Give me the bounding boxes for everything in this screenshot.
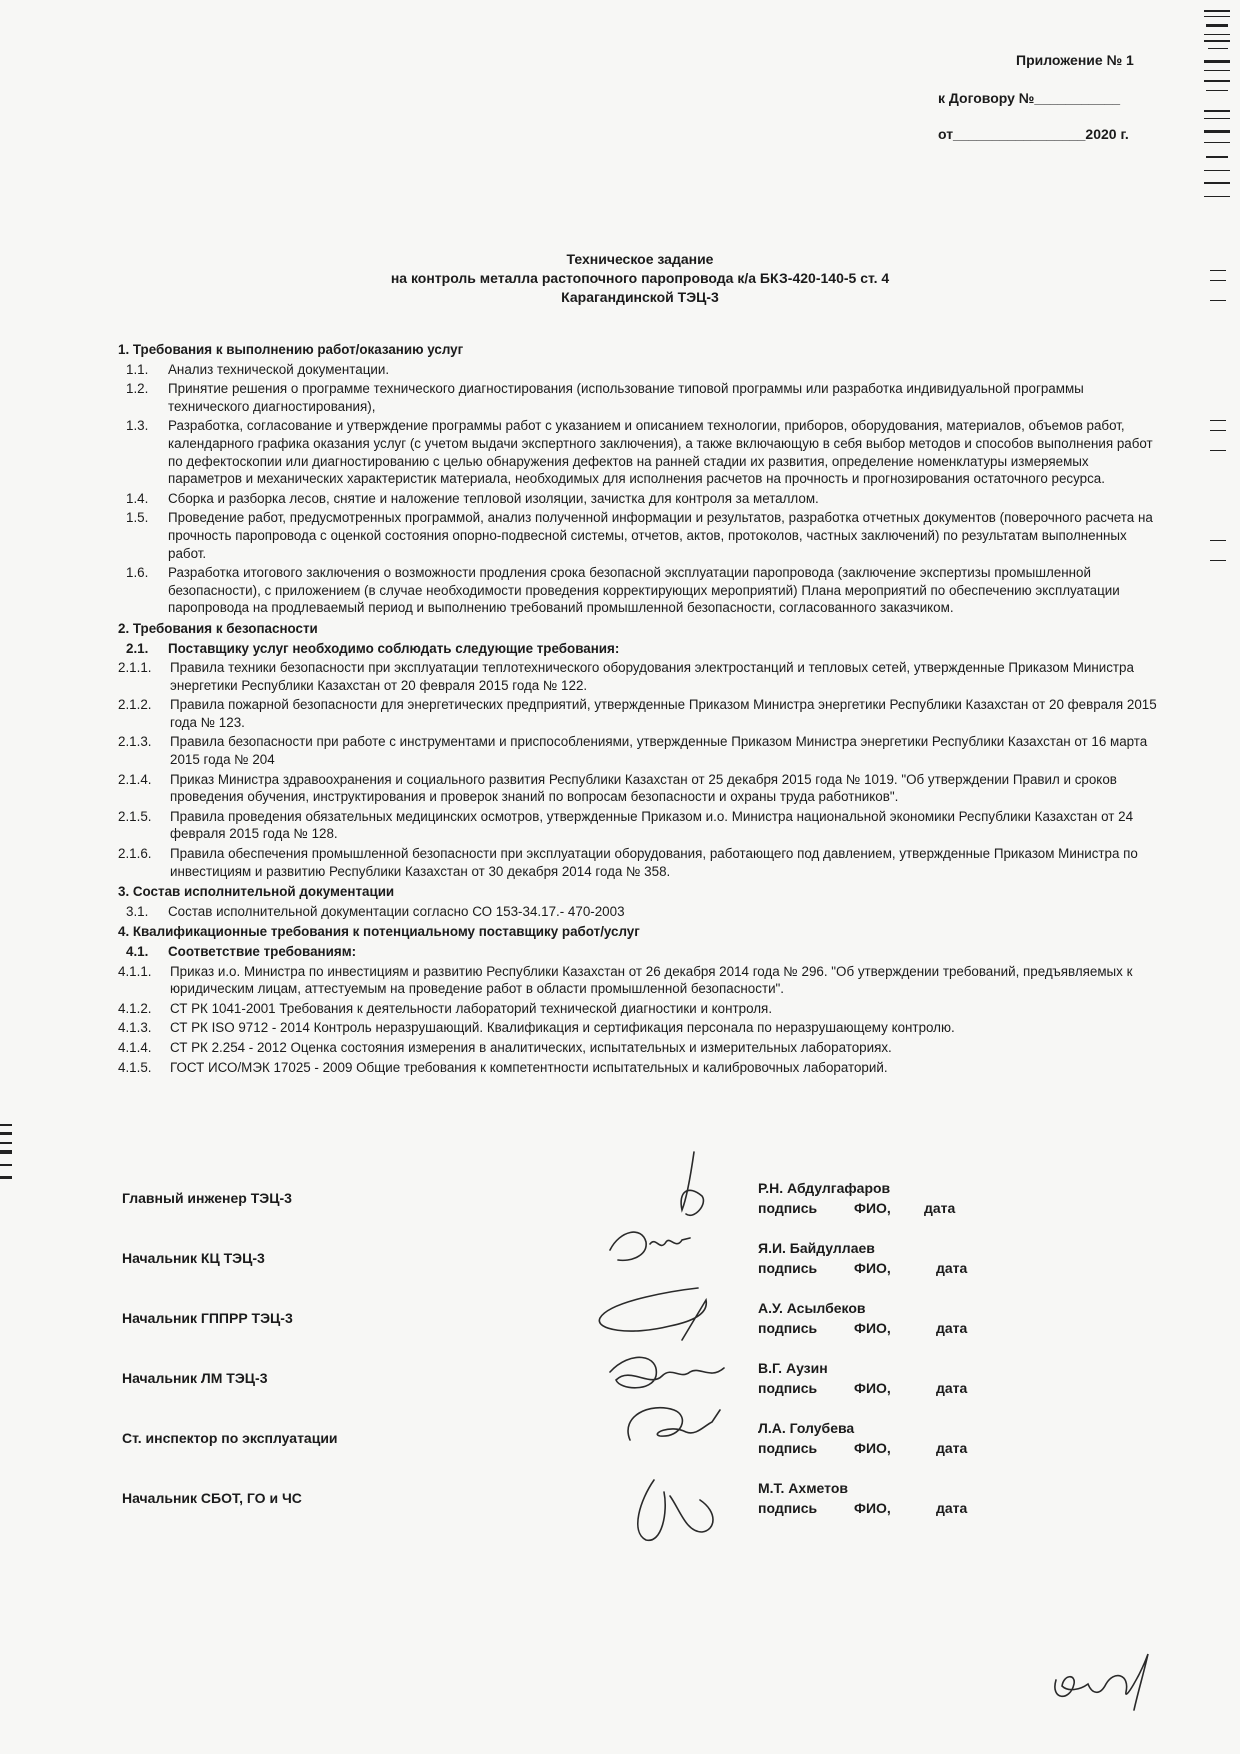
signature-caption: подпись ФИО, дата bbox=[758, 1440, 968, 1456]
contract-date: от_________________2020 г. bbox=[938, 126, 1129, 142]
document-body bbox=[118, 338, 1158, 1076]
list-item: 2.1.2. Правила пожарной безопасности для энергетических предприятий, утвержденные Приказом Министра энергетики Республики Казахстан от 20 февраля 2015 года № 123. bbox=[118, 697, 1157, 730]
signer-name: А.У. Асылбеков bbox=[758, 1300, 866, 1316]
list-item: 1.5. Проведение работ, предусмотренных программой, анализ полученной информации и результатов, разработка отчетных документов (поверочного расчета на прочность паропровода с оценкой состояния опорно-подвесной системы, отчетов, актов, протоколов, частных заключений) по результатам выполненных работ. bbox=[126, 510, 1153, 561]
list-item: 4.1.3. СТ РК ISO 9712 - 2014 Контроль неразрушающий. Квалификация и сертификация персонала по неразрушающему контролю. bbox=[118, 1020, 955, 1036]
signature-caption: подпись ФИО, дата bbox=[758, 1200, 956, 1216]
signer-name: Р.Н. Абдулгафаров bbox=[758, 1180, 891, 1196]
list-item: 2.1.1. Правила техники безопасности при эксплуатации теплотехнического оборудования электростанций и тепловых сетей, утвержденные Приказом Министра энергетики Республики Казахстан от 20 февраля 2015 года № 122. bbox=[118, 660, 1134, 693]
title-line-1: Техническое задание bbox=[566, 251, 714, 267]
signature-caption: подпись ФИО, дата bbox=[758, 1320, 968, 1336]
list-item: 2.1.5. Правила проведения обязательных медицинских осмотров, утвержденные Приказом и.о. Министра национальной экономики Республики Казахстан от 24 февраля 2015 года № 128. bbox=[118, 808, 1134, 842]
list-item: 1.1. Анализ технической документации. bbox=[126, 361, 390, 377]
handwritten-signatures bbox=[590, 1140, 760, 1580]
signature-caption: подпись ФИО, дата bbox=[758, 1500, 968, 1516]
section-4-lead: 4.1. Соответствие требованиям: bbox=[126, 944, 357, 959]
signer-role: Начальник КЦ ТЭЦ-3 bbox=[122, 1250, 265, 1266]
signer-role: Главный инженер ТЭЦ-3 bbox=[122, 1190, 292, 1206]
document-title bbox=[300, 250, 980, 307]
title-line-2: на контроль металла растопочного паропровода к/а БКЗ-420-140-5 ст. 4 bbox=[390, 270, 890, 286]
section-4-heading: 4. Квалификационные требования к потенциальному поставщику работ/услуг bbox=[118, 924, 640, 940]
signer-name: Я.И. Байдуллаев bbox=[758, 1240, 875, 1256]
list-item: 4.1.4. СТ РК 2.254 - 2012 Оценка состояния измерения в аналитических, испытательных и измерительных лабораториях. bbox=[118, 1039, 892, 1055]
section-3-heading: 3. Состав исполнительной документации bbox=[118, 884, 395, 900]
signature-caption: подпись ФИО, дата bbox=[758, 1260, 968, 1276]
signer-role: Начальник СБОТ, ГО и ЧС bbox=[122, 1490, 302, 1506]
list-item: 4.1.5. ГОСТ ИСО/МЭК 17025 - 2009 Общие требования к компетентности испытательных и калибровочных лабораторий. bbox=[118, 1059, 888, 1075]
handwritten-initials bbox=[1040, 1640, 1160, 1720]
section-2-heading: 2. Требования к безопасности bbox=[118, 620, 318, 636]
scan-edge-marks bbox=[0, 1120, 14, 1200]
signer-role: Начальник ГППРР ТЭЦ-3 bbox=[122, 1310, 293, 1326]
list-item: 3.1. Состав исполнительной документации согласно СО 153-34.17.- 470-2003 bbox=[126, 903, 625, 919]
signer-name: Л.А. Голубева bbox=[758, 1420, 855, 1436]
section-1-heading: 1. Требования к выполнению работ/оказанию услуг bbox=[118, 342, 464, 357]
list-item: 1.4. Сборка и разборка лесов, снятие и наложение тепловой изоляции, зачистка для контроля за металлом. bbox=[126, 490, 819, 506]
list-item: 2.1.4. Приказ Министра здравоохранения и социального развития Республики Казахстан от 25 декабря 2015 года № 1019. "Об утверждении Правил и сроков проведения обучения, инструктирования и проверок знаний по вопросам безопасности и охраны труда работников". bbox=[118, 771, 1117, 805]
scan-barcode-strip bbox=[1202, 0, 1232, 600]
list-item: 1.2. Принятие решения о программе технического диагностирования (использование типовой программы или разработка индивидуальной программы технического диагностирования), bbox=[126, 381, 1084, 414]
list-item: 4.1.2. СТ РК 1041-2001 Требования к деятельности лабораторий технической диагностики и контроля. bbox=[118, 1000, 773, 1016]
contract-number: к Договору №___________ bbox=[938, 90, 1121, 106]
list-item: 1.3. Разработка, согласование и утверждение программы работ с указанием и описанием технологии, приборов, оборудования, материалов, объемов работ, календарного графика оказания услуг (с учетом выдачи экспертного заключения), а также включающую в себя выбор методов и способов выполнения работ по дефектоскопии или диагностированию с целью обнаружения дефектов на ранней стадии их развития, определение номенклатуры измеряемых параметров и механических характеристик материала, необходимых для исполнения расчетов на прочность и прогнозирования остаточного ресурса. bbox=[126, 418, 1153, 487]
signer-name: В.Г. Аузин bbox=[758, 1360, 828, 1376]
list-item: 1.6. Разработка итогового заключения о возможности продления срока безопасной эксплуатации паропровода (заключение экспертизы промышленной безопасности), с приложением (в случае необходимости проведения корректирующих мероприятий) Плана мероприятий по обеспечению эксплуатации паропровода на продлеваемый период и выполнению требований промышленной безопасности, согласованного заказчиком. bbox=[126, 565, 1120, 616]
signature-caption: подпись ФИО, дата bbox=[758, 1380, 968, 1396]
list-item: 2.1.6. Правила обеспечения промышленной безопасности при эксплуатации оборудования, работающего под давлением, утвержденные Приказом Министра по инвестициям и развитию Республики Казахстан от 30 декабря 2014 года № 358. bbox=[118, 846, 1138, 879]
list-item: 4.1.1. Приказ и.о. Министра по инвестициям и развитию Республики Казахстан от 26 декабря 2014 года № 296. "Об утверждении требований, предъявляемых к юридическим лицам, аттестуемым на проведение работ в области промышленной безопасности". bbox=[118, 963, 1133, 997]
title-line-3: Карагандинской ТЭЦ-3 bbox=[561, 289, 719, 305]
signer-name: М.Т. Ахметов bbox=[758, 1480, 848, 1496]
list-item: 2.1.3. Правила безопасности при работе с инструментами и приспособлениями, утвержденные Приказом Министра энергетики Республики Казахстан от 16 марта 2015 года № 204 bbox=[118, 734, 1148, 768]
section-2-lead: 2.1. Поставщику услуг необходимо соблюдать следующие требования: bbox=[126, 640, 620, 656]
signer-role: Начальник ЛМ ТЭЦ-3 bbox=[122, 1370, 268, 1386]
signer-role: Ст. инспектор по эксплуатации bbox=[122, 1430, 338, 1446]
appendix-label: Приложение № 1 bbox=[1016, 52, 1134, 68]
